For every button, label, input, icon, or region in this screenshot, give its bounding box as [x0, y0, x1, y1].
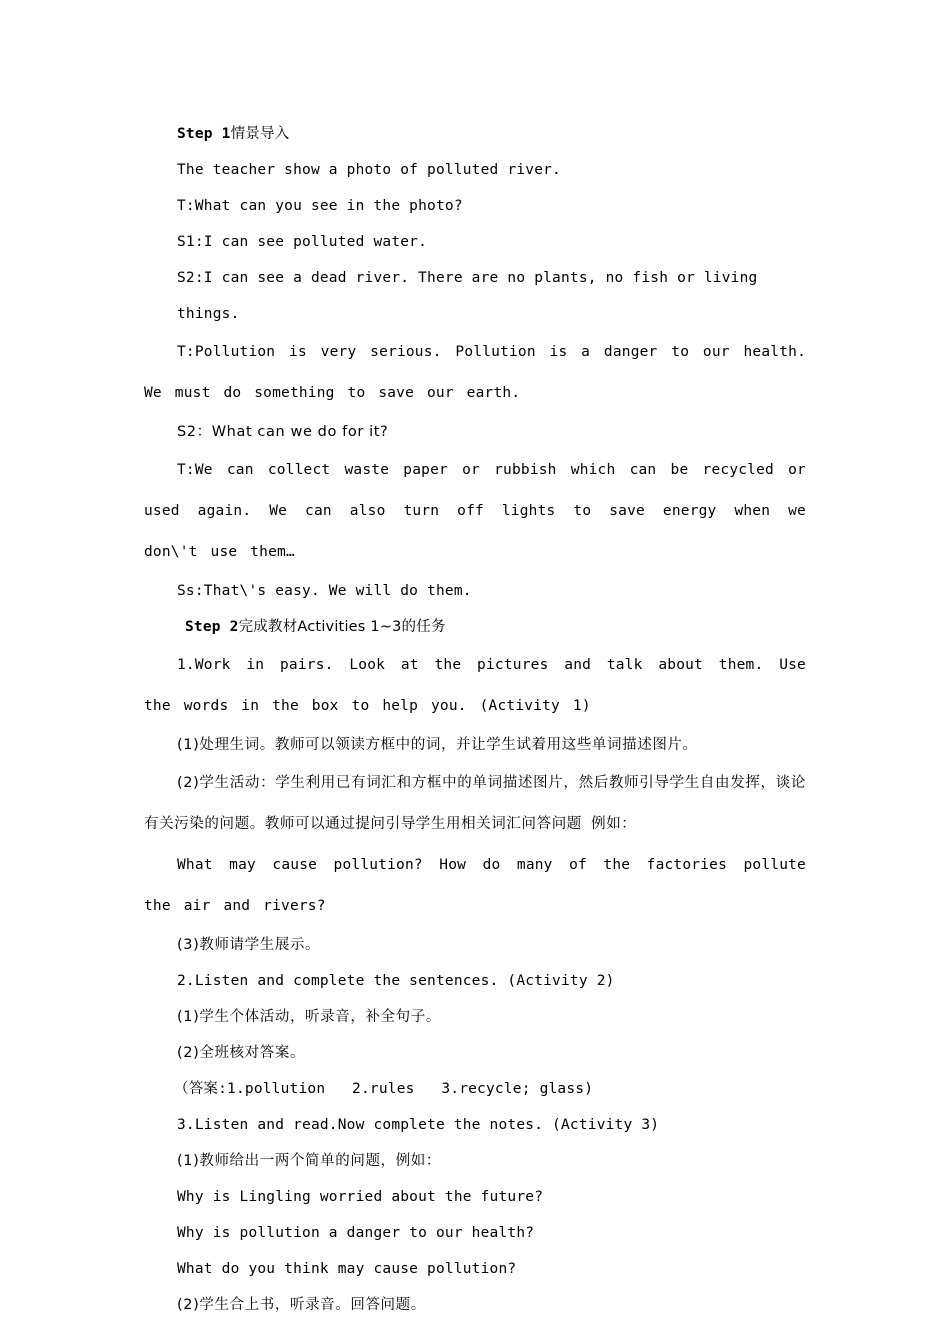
paragraph: (1)教师给出一两个简单的问题，例如： — [177, 1153, 441, 1169]
paragraph: What may cause pollution? How do many of the factories pollute the air and rivers? — [144, 857, 806, 914]
paragraph: 3.Listen and read.Now complete the notes. (Activity 3) — [177, 1117, 660, 1133]
paragraph: (2)学生合上书，听录音。回答问题。 — [177, 1297, 426, 1313]
paragraph: Ss:That\'s easy. We will do them. — [177, 583, 472, 599]
paragraph: (1)处理生词。教师可以领读方框中的词，并让学生试着用这些单词描述图片。 — [177, 737, 698, 753]
step2-heading — [144, 609, 806, 645]
paragraph: S2:I can see a dead river. There are no plants, no fish or living things. — [177, 270, 767, 322]
question-line: Why is pollution a danger to our health? — [177, 1225, 535, 1241]
step1-title: 情景导入 — [230, 126, 290, 142]
paragraph: (3)教师请学生展示。 — [177, 937, 321, 953]
paragraph: S1:I can see polluted water. — [177, 234, 428, 250]
paragraph: T:We can collect waste paper or rubbish which can be recycled or used again. We can also turn off lights to save energy when we don\'t use them… — [144, 462, 806, 560]
question-line: What do you think may cause pollution? — [177, 1261, 517, 1277]
paragraph: (1)学生个体活动，听录音，补全句子。 — [177, 1009, 441, 1025]
document-page — [144, 116, 806, 1323]
paragraph: (2)全班核对答案。 — [177, 1045, 306, 1061]
paragraph: 1.Work in pairs. Look at the pictures and talk about them. Use the words in the box to help you. (Activity 1) — [144, 657, 806, 714]
paragraph: (2)学生活动：学生利用已有词汇和方框中的单词描述图片，然后教师引导学生自由发挥，谈论有关污染的问题。教师可以通过提问引导学生用相关词汇问答问题 例如： — [144, 775, 806, 832]
paragraph: 2.Listen and complete the sentences. (Activity 2) — [177, 973, 615, 989]
paragraph: S2：What can we do for it? — [177, 424, 389, 440]
paragraph: T:Pollution is very serious. Pollution is a danger to our health. We must do something to save our earth. — [144, 344, 806, 401]
step1-label: Step 1 — [177, 126, 231, 142]
step2-label: Step 2 — [185, 619, 239, 635]
step2-title: 完成教材Activities 1~3的任务 — [238, 619, 446, 635]
question-line: Why is Lingling worried about the future? — [177, 1189, 544, 1205]
answer-line: （答案:1.pollution 2.rules 3.recycle; glass) — [174, 1081, 594, 1097]
step1-heading — [144, 116, 806, 152]
paragraph: The teacher show a photo of polluted river. — [177, 162, 561, 178]
paragraph: T:What can you see in the photo? — [177, 198, 463, 214]
